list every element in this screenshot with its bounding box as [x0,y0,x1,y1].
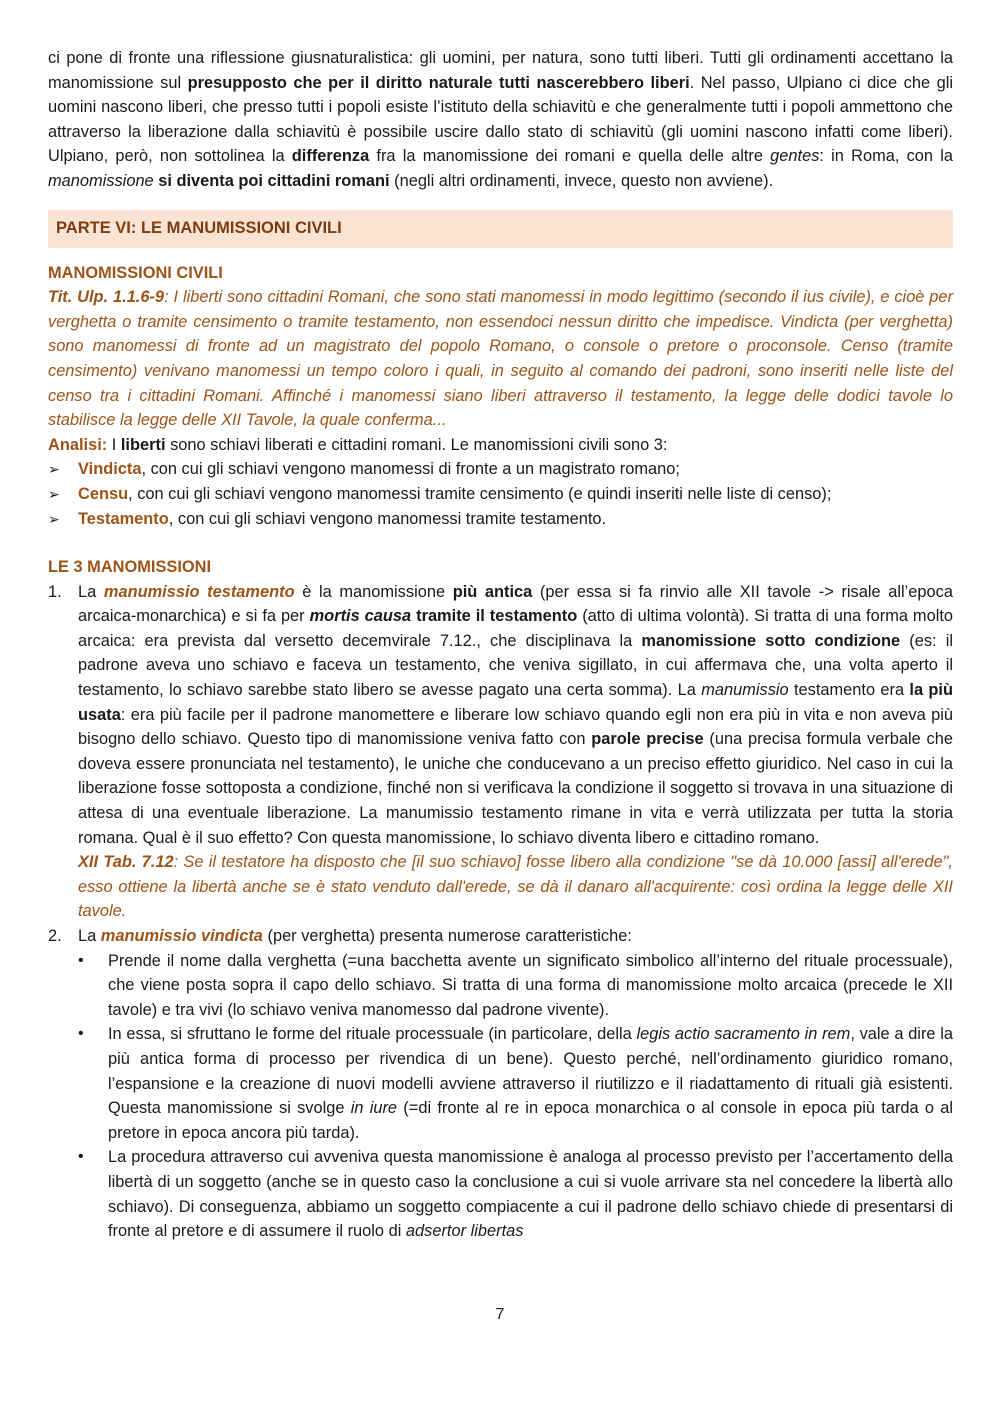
numbered-item-vindicta: 2. La manumissio vindicta (per verghetta) presenta numerose caratteristiche: • Prende il nome dalla verghetta (=una bacchetta avente un significato simbolico all’interno del rituale processuale), che viene posta sopra il capo dello schiavo. Si tratta di una forma di manomissione molto arcaica (precede le XII tavole) e tra vivi (lo schiavo veniva manomesso dal padrone vivente). • In essa, si sfruttano le forme del rituale processuale (in particolare, della legis actio sacramento in rem, vale a dire la più antica forma di processo per rivendica di un bene). Questo perché, nell’ordinamento giuridico romano, l’espansione e la creazione di nuovi modelli avviene attraverso il riutilizzo e il riadattamento di rituali già esistenti. Questa manomissione si svolge in iure (=di fronte al re in epoca monarchica o al console in epoca più tarda o al pretore in epoca ancora più tarda). • La procedura attraverso cui avveniva questa manomissione è analoga al processo previsto per l’accertamento della libertà di un soggetto (anche se in questo caso la conclusione a cui si vuole arrivare sta nel concedere la libertà allo schiavo). Di conseguenza, abbiamo un soggetto compiacente a cui il padrone dello schiavo chiede di presentarsi di fronte al pretore e di assumere il ruolo di adsertor libertas [48,924,953,1244]
citation-xii-tab: XII Tab. 7.12: Se il testatore ha disposto che [il suo schiavo] fosse libero alla condizione "se dà 10.000 [assi] all'erede", esso ottiene la libertà anche se è stato venduto dall'erede, se dà il danaro all'acquirente: così ordina la legge delle XII tavole. [78,853,953,921]
manumission-types-list [48,457,953,531]
list-item: ➢ Vindicta, con cui gli schiavi vengono manomessi di fronte a un magistrato romano; [48,457,953,482]
analysis-paragraph: Analisi: I liberti sono schiavi liberati e cittadini romani. Le manomissioni civili sono 3: [48,435,668,454]
arrow-bullet-icon: ➢ [48,485,60,502]
arrow-bullet-icon: ➢ [48,461,60,478]
page-number: 7 [495,1306,505,1323]
bullet-icon: • [78,1025,84,1043]
vindicta-bullets [78,949,953,1244]
heading-manomissioni-civili: MANOMISSIONI CIVILI [48,263,223,282]
list-item: • La procedura attraverso cui avveniva questa manomissione è analoga al processo previsto per l’accertamento della libertà di un soggetto (anche se in questo caso la conclusione a cui si vuole arrivare sta nel concedere la libertà allo schiavo). Di conseguenza, abbiamo un soggetto compiacente a cui il padrone dello schiavo chiede di presentarsi di fronte al pretore e di assumere il ruolo di adsertor libertas [78,1145,953,1243]
numbered-item-testamento: 1. La manumissio testamento è la manomissione più antica (per essa si fa rinvio alle XII tavole -> risale all’epoca arcaica-monarchica) e si fa per mortis causa tramite il testamento (atto di ultima volontà). Si tratta di una forma molto arcaica: era prevista dal versetto decemvirale 7.12., che disciplinava la manomissione sotto condizione (es: il padrone aveva uno schiavo e faceva un testamento, che veniva sigillato, in cui affermava che, una volta aperto il testamento, lo schiavo sarebbe stato libero se avesse pagato una certa somma). La manumissio testamento era la più usata: era più facile per il padrone manomettere e liberare low schiavo quando egli non era più in vita e non aveva più bisogno dello schiavo. Questo tipo di manomissione veniva fatto con parole precise (una precisa formula verbale che doveva essere pronunciata nel testamento), le uniche che conducevano a un preciso effetto giuridico. Nel caso in cui la liberazione fosse sottoposta a condizione, finché non si verificava la condizione il soggetto si trovava in una situazione di attesa di una eventuale liberazione. La manumissio testamento rimane in vita e verrà utilizzata per tutta la storia romana. Qual è il suo effetto? Con questa manomissione, lo schiavo diventa libero e cittadino romano. XII Tab. 7.12: Se il testatore ha disposto che [il suo schiavo] fosse libero alla condizione "se dà 10.000 [assi] all'erede", esso ottiene la libertà anche se è stato venduto dall'erede, se dà il danaro all'acquirente: così ordina la legge delle XII tavole. [48,580,953,924]
bullet-icon: • [78,1148,84,1166]
list-item: • Prende il nome dalla verghetta (=una bacchetta avente un significato simbolico all’interno del rituale processuale), che viene posta sopra il capo dello schiavo. Si tratta di una forma di manomissione molto arcaica (precede le XII tavole) e tra vivi (lo schiavo veniva manomesso dal padrone vivente). [78,949,953,1023]
heading-le-3-manomissioni: LE 3 MANOMISSIONI [48,558,212,577]
manumission-numbered-list [48,580,953,1244]
vindicta-intro: La manumissio vindicta (per verghetta) presenta numerose caratteristiche: [78,927,632,945]
list-item: ➢ Testamento, con cui gli schiavi vengono manomessi tramite testamento. [48,507,953,532]
citation-tit-ulp: Tit. Ulp. 1.1.6-9: I liberti sono cittadini Romani, che sono stati manomessi in modo legittimo (secondo il ius civile), e cioè per verghetta o tramite censimento o tramite testamento, non essendoci nessun diritto che impedisce. Vindicta (per verghetta) sono manomessi di fronte ad un magistrato del popolo Romano, o console o pretore o proconsole. Censo (tramite censimento) venivano manomessi un tempo coloro i quali, in seguito al comando dei padroni, sono inseriti nelle liste del censo tra i cittadini Romani. Affinché i manomessi siano liberi attraverso il testamento, la legge delle dodici tavole lo stabilisce la legge delle XII Tavole, la quale conferma... [48,288,954,430]
arrow-bullet-icon: ➢ [48,510,60,527]
testamento-paragraph: La manumissio testamento è la manomissione più antica (per essa si fa rinvio alle XII tavole -> risale all’epoca arcaica-monarchica) e si fa per mortis causa tramite il testamento (atto di ultima volontà). Si tratta di una forma molto arcaica: era prevista dal versetto decemvirale 7.12., che disciplinava la manomissione sotto condizione (es: il padrone aveva uno schiavo e faceva un testamento, che veniva sigillato, in cui affermava che, una volta aperto il testamento, lo schiavo sarebbe stato libero se avesse pagato una certa somma). La manumissio testamento era la più usata: era più facile per il padrone manomettere e liberare low schiavo quando egli non era più in vita e non aveva più bisogno dello schiavo. Questo tipo di manomissione veniva fatto con parole precise (una precisa formula verbale che doveva essere pronunciata nel testamento), le uniche che conducevano a un preciso effetto giuridico. Nel caso in cui la liberazione fosse sottoposta a condizione, finché non si verificava la condizione il soggetto si trovava in una situazione di attesa di una eventuale liberazione. La manumissio testamento rimane in vita e verrà utilizzata per tutta la storia romana. Qual è il suo effetto? Con questa manomissione, lo schiavo diventa libero e cittadino romano. [78,582,954,847]
section-banner: PARTE VI: LE MANUMISSIONI CIVILI [48,210,953,248]
list-item: • In essa, si sfruttano le forme del rituale processuale (in particolare, della legis actio sacramento in rem, vale a dire la più antica forma di processo per rivendica di un bene). Questo perché, nell’ordinamento giuridico romano, l’espansione e la creazione di nuovi modelli avviene attraverso il riutilizzo e il riadattamento di rituali già esistenti. Questa manomissione si svolge in iure (=di fronte al re in epoca monarchica o al console in epoca più tarda o al pretore in epoca ancora più tarda). [78,1022,953,1145]
page-content [48,46,953,1244]
list-item: ➢ Censu, con cui gli schiavi vengono manomessi tramite censimento (e quindi inseriti nelle liste di censo); [48,482,953,507]
intro-paragraph: ci pone di fronte una riflessione giusnaturalistica: gli uomini, per natura, sono tutti liberi. Tutti gli ordinamenti accettano la manomissione sul presupposto che per il diritto naturale tutti nascerebbero liberi. Nel passo, Ulpiano ci dice che gli uomini nascono liberi, che presso tutti i popoli esiste l’istituto della schiavitù e che generalmente tutti i popoli ammettono che attraverso la liberazione dalla schiavitù è possibile uscire dallo stato di schiavitù (gli uomini nascono infatti come liberi). Ulpiano, però, non sottolinea la differenza fra la manomissione dei romani e quella delle altre gentes: in Roma, con la manomissione si diventa poi cittadini romani (negli altri ordinamenti, invece, questo non avviene). [48,49,953,190]
bullet-icon: • [78,951,84,969]
